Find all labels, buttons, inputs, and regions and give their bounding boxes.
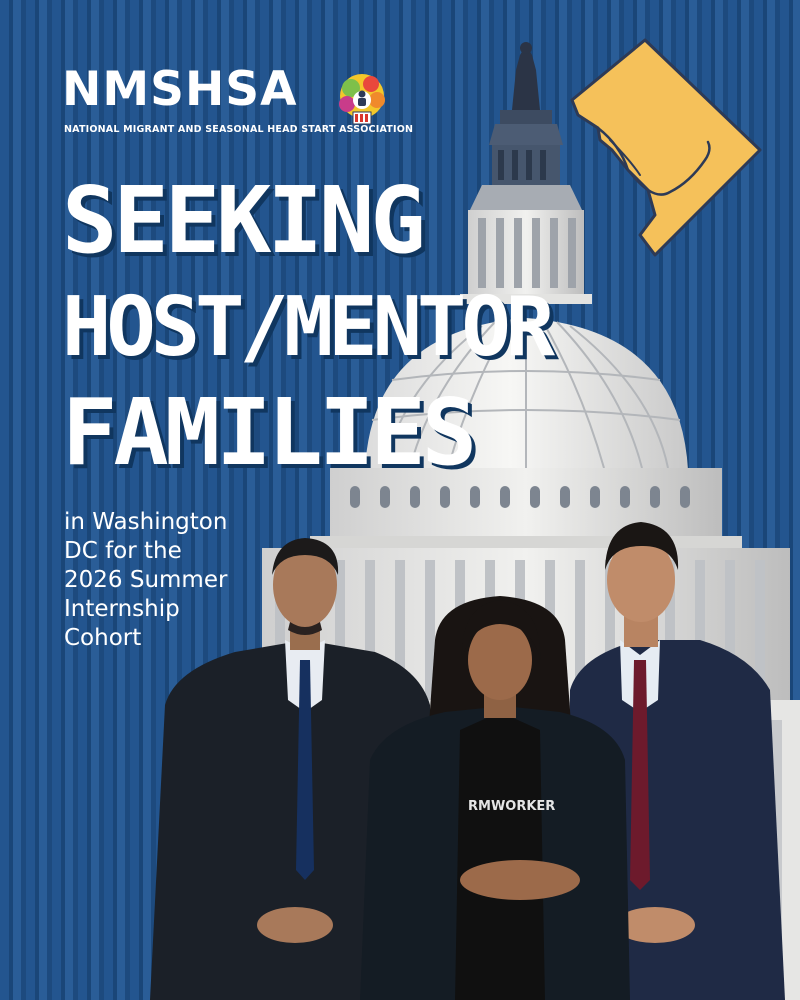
description-line-2: DC for the — [64, 538, 182, 564]
description-line-5: Cohort — [64, 625, 142, 651]
headline-line-1: SEEKING — [62, 167, 422, 274]
headline-line-2: HOST/MENTOR — [62, 280, 551, 375]
description-line-1: in Washington — [64, 509, 228, 535]
organization-logo-name: NMSHSA — [62, 62, 298, 117]
description-text — [64, 508, 294, 653]
headline — [62, 167, 551, 486]
nmshsa-logo-icon — [333, 70, 391, 126]
description-line-4: Internship — [64, 596, 180, 622]
description-line-3: 2026 Summer — [64, 567, 228, 593]
organization-full-name: NATIONAL MIGRANT AND SEASONAL HEAD START ASSOCIATION — [64, 124, 414, 135]
headline-line-3: FAMILIES — [62, 379, 474, 486]
shirt-print-text: RMWORKER — [468, 799, 556, 814]
